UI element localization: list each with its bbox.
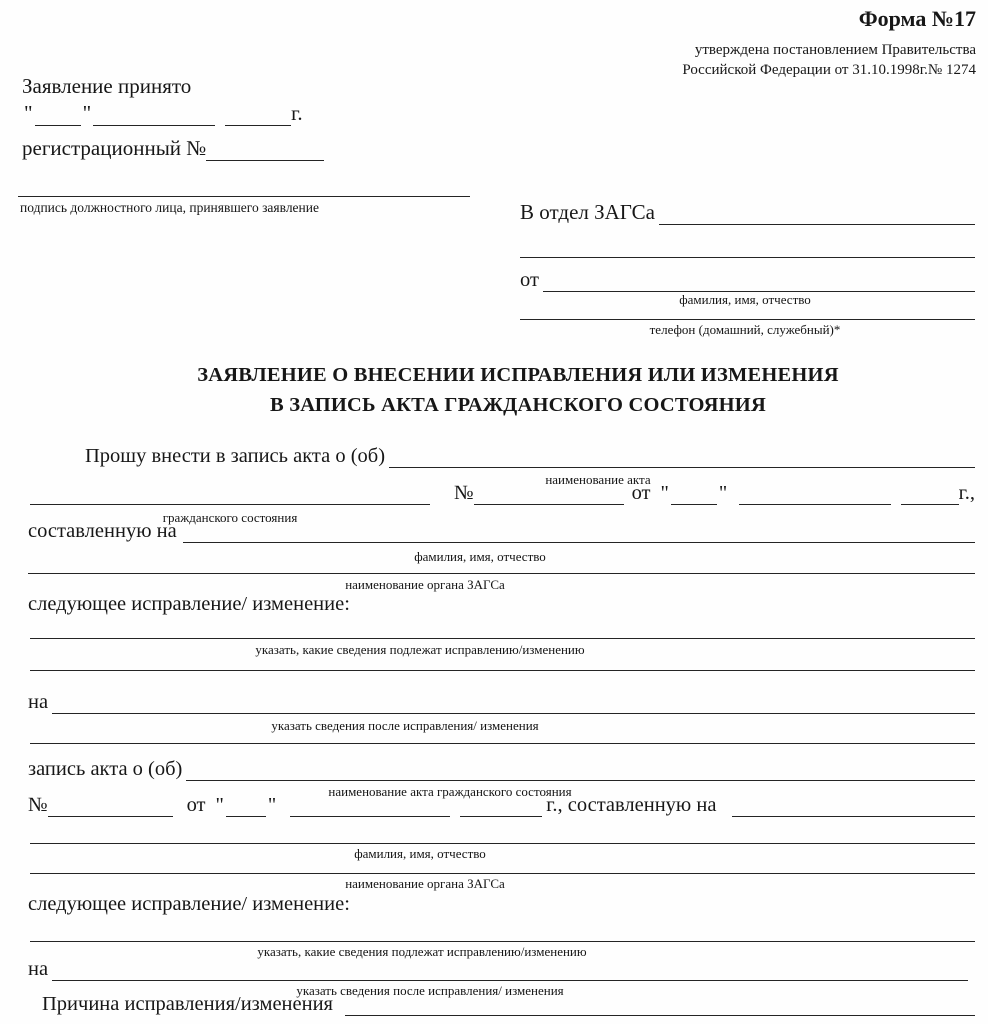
record2-row [28, 757, 975, 781]
new-value-row [28, 690, 975, 714]
fields-to-correct-blank [30, 638, 975, 639]
composed-on-row [28, 519, 975, 543]
form-title-line2: В ЗАПИСЬ АКТА ГРАЖДАНСКОГО СОСТОЯНИЯ [270, 394, 766, 416]
correction-heading: следующее исправление/ изменение: [28, 593, 350, 615]
applicant-name-caption: фамилия, имя, отчество [679, 292, 811, 307]
composed-on-label: составленную на [28, 520, 177, 542]
number-sign: № [454, 482, 474, 504]
request-label: Прошу внести в запись акта о (об) [85, 445, 386, 467]
record2-month-blank [290, 796, 450, 817]
applicant-phone-caption: телефон (домашний, служебный)* [649, 322, 841, 337]
record2-number-blank [48, 796, 173, 817]
close-quote: " [267, 794, 277, 816]
civil-status-caption: гражданского состояния [162, 510, 298, 525]
fields-to-correct2-caption: указать, какие сведения подлежат исправлению/изменению [257, 944, 587, 959]
new-value2-row [28, 957, 968, 981]
open-quote: " [660, 482, 669, 504]
close-quote: " [718, 482, 728, 504]
approval-note-line1: утверждена постановлением Правительства [694, 42, 976, 58]
record2-year-blank [460, 796, 542, 817]
act-name-blank [389, 447, 975, 468]
acceptance-day-blank [35, 105, 81, 126]
official-signature-caption: подпись должностного лица, принявшего заявление [20, 200, 319, 215]
zags-department-blank [659, 203, 975, 224]
form-number: Форма №17 [858, 6, 976, 31]
new-value2-caption: указать сведения после исправления/ изменения [296, 983, 564, 998]
number-sign: № [28, 794, 48, 816]
applicant-name-blank [543, 271, 975, 292]
application-accepted-label: Заявление принято [22, 74, 192, 98]
record2-zags-organ-blank [30, 873, 975, 874]
act-name-caption: наименование акта [545, 472, 651, 487]
record2-number-date-row [28, 794, 975, 817]
zags-department-row [520, 200, 975, 225]
person-name-caption: фамилия, имя, отчество [414, 549, 546, 564]
record-year-blank [901, 484, 959, 505]
record2-person-name-blank-2 [30, 843, 975, 844]
registration-number-label: регистрационный № [22, 136, 207, 160]
year-suffix: г., [958, 482, 975, 504]
record2-act-name-blank [186, 760, 975, 781]
na-label: на [28, 691, 49, 713]
from-word: от [631, 482, 651, 504]
open-quote: " [215, 794, 224, 816]
applicant-from-label: от [520, 269, 539, 291]
new-value-blank [52, 693, 975, 714]
record2-act-name-caption: наименование акта гражданского состояния [328, 784, 572, 799]
zags-department-label: В отдел ЗАГСа [520, 200, 655, 224]
record2-day-blank [226, 796, 266, 817]
acceptance-year-blank [225, 105, 291, 126]
approval-note-line2: Российской Федерации от 31.10.1998г.№ 1274 [682, 61, 976, 78]
open-quote: " [24, 101, 33, 125]
applicant-phone-blank [520, 319, 975, 320]
na-label: на [28, 958, 49, 980]
record2-person-name-caption: фамилия, имя, отчество [354, 846, 486, 861]
zags-organ-blank [28, 573, 975, 574]
close-quote: " [82, 101, 92, 125]
record2-label: запись акта о (об) [28, 758, 183, 780]
year-suffix: г. [291, 101, 303, 125]
approval-note [682, 41, 976, 80]
applicant-row [520, 268, 975, 292]
record-month-blank [739, 484, 890, 505]
form-header [682, 6, 976, 80]
reason-blank [345, 995, 975, 1016]
request-row [85, 444, 975, 468]
reason-row [42, 992, 975, 1016]
correction-heading-2: следующее исправление/ изменение: [28, 893, 350, 915]
new-value-blank-2 [30, 743, 975, 744]
new-value-caption: указать сведения после исправления/ изменения [271, 718, 539, 733]
registration-number-row [22, 136, 324, 161]
acceptance-month-blank [93, 105, 215, 126]
year-composed-label: г., составленную на [546, 794, 717, 816]
new-value2-blank [52, 960, 968, 981]
fields-to-correct-blank-2 [30, 670, 975, 671]
form-title-line1: ЗАЯВЛЕНИЕ О ВНЕСЕНИИ ИСПРАВЛЕНИЯ ИЛИ ИЗМЕНЕНИЯ [197, 364, 839, 386]
fields-to-correct-caption: указать, какие сведения подлежат исправлению/изменению [255, 642, 585, 657]
reason-label: Причина исправления/изменения [42, 993, 333, 1015]
record-day-blank [671, 484, 717, 505]
from-word: от [186, 794, 206, 816]
zags-organ-caption: наименование органа ЗАГСа [345, 577, 505, 592]
record-number-date-row [30, 482, 975, 505]
fields-to-correct2-blank [30, 941, 975, 942]
acceptance-date-row [22, 101, 324, 126]
registration-number-blank [206, 139, 324, 160]
record2-zags-organ-caption: наименование органа ЗАГСа [345, 876, 505, 891]
zags-department-blank-2 [520, 257, 975, 258]
official-signature-line [18, 196, 470, 197]
record-number-blank [474, 484, 624, 505]
record2-person-name-blank [732, 796, 975, 817]
civil-status-blank [30, 484, 430, 505]
person-name-blank [183, 522, 975, 543]
